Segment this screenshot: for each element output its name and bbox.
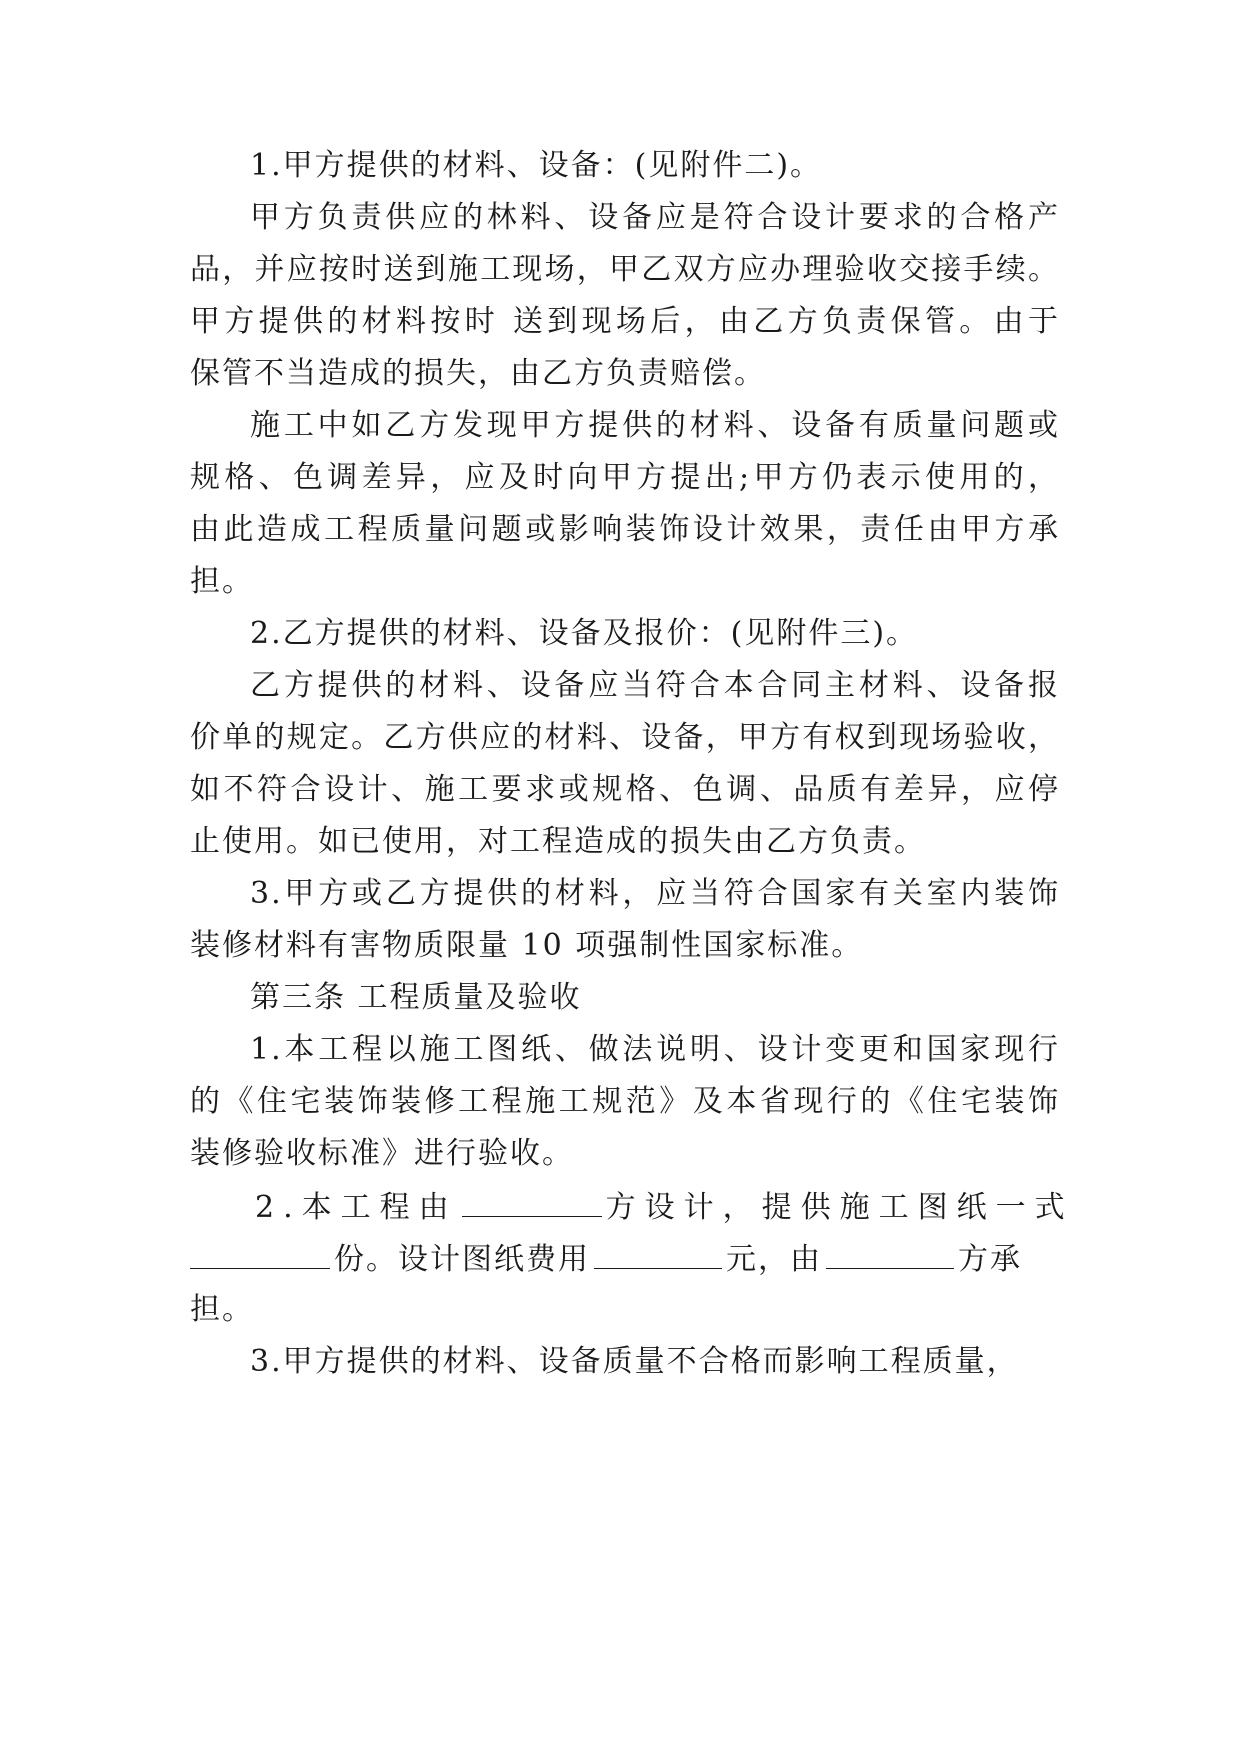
paragraph-line: 价单的规定。乙方供应的材料、设备，甲方有权到现场验收， bbox=[190, 720, 1060, 755]
paragraph-line: 装修验收标准》进行验收。 bbox=[190, 1136, 574, 1171]
paragraph-line: 装修材料有害物质限量 10 项强制性国家标准。 bbox=[190, 928, 864, 963]
paragraph-line: 施工中如乙方发现甲方提供的材料、设备有质量问题或 bbox=[250, 408, 1060, 443]
paragraph-line: 1.甲方提供的材料、设备：(见附件二)。 bbox=[250, 148, 823, 183]
design-clause-line bbox=[255, 1186, 1074, 1226]
paragraph-line: 如不符合设计、施工要求或规格、色调、品质有差异，应停 bbox=[190, 772, 1060, 807]
blank-fee-amount[interactable] bbox=[594, 1238, 722, 1269]
fee-clause-text: 方承 bbox=[958, 1242, 1022, 1277]
fee-clause-line bbox=[190, 1238, 1060, 1278]
paragraph-line: 甲方负责供应的林料、设备应是符合设计要求的合格产 bbox=[250, 200, 1060, 235]
design-clause-text: 2.本工程由 bbox=[255, 1190, 458, 1225]
paragraph-line: 3.甲方或乙方提供的材料，应当符合国家有关室内装饰 bbox=[250, 876, 1060, 911]
fee-clause-text: 元，由 bbox=[726, 1242, 822, 1277]
paragraph-line: 止使用。如已使用，对工程造成的损失由乙方负责。 bbox=[190, 824, 926, 859]
paragraph-line: 2.乙方提供的材料、设备及报价：(见附件三)。 bbox=[250, 616, 919, 651]
design-clause-text: 方设计，提供施工图纸一式 bbox=[605, 1190, 1074, 1225]
paragraph-line: 由此造成工程质量问题或影响装饰设计效果，责任由甲方承 bbox=[190, 512, 1060, 547]
paragraph-line: 保管不当造成的损失，由乙方负责赔偿。 bbox=[190, 356, 766, 391]
section-heading: 第三条 工程质量及验收 bbox=[250, 980, 582, 1015]
paragraph-line: 规格、色调差异，应及时向甲方提出;甲方仍表示使用的， bbox=[190, 460, 1060, 495]
paragraph-line: 品，并应按时送到施工现场，甲乙双方应办理验收交接手续。 bbox=[190, 252, 1060, 287]
paragraph-line: 的《住宅装饰装修工程施工规范》及本省现行的《住宅装饰 bbox=[190, 1084, 1060, 1119]
paragraph-line: 担。 bbox=[190, 1292, 254, 1327]
blank-designer[interactable] bbox=[462, 1186, 602, 1217]
blank-copies[interactable] bbox=[190, 1238, 330, 1269]
fee-clause-text: 份。设计图纸费用 bbox=[334, 1242, 590, 1277]
paragraph-line: 1.本工程以施工图纸、做法说明、设计变更和国家现行 bbox=[250, 1032, 1060, 1067]
paragraph-line: 甲方提供的材料按时 送到现场后，由乙方负责保管。由于 bbox=[190, 304, 1060, 339]
paragraph-line: 担。 bbox=[190, 564, 254, 599]
paragraph-line: 乙方提供的材料、设备应当符合本合同主材料、设备报 bbox=[250, 668, 1060, 703]
paragraph-line: 3.甲方提供的材料、设备质量不合格而影响工程质量， bbox=[250, 1344, 1019, 1379]
blank-fee-party[interactable] bbox=[826, 1238, 954, 1269]
